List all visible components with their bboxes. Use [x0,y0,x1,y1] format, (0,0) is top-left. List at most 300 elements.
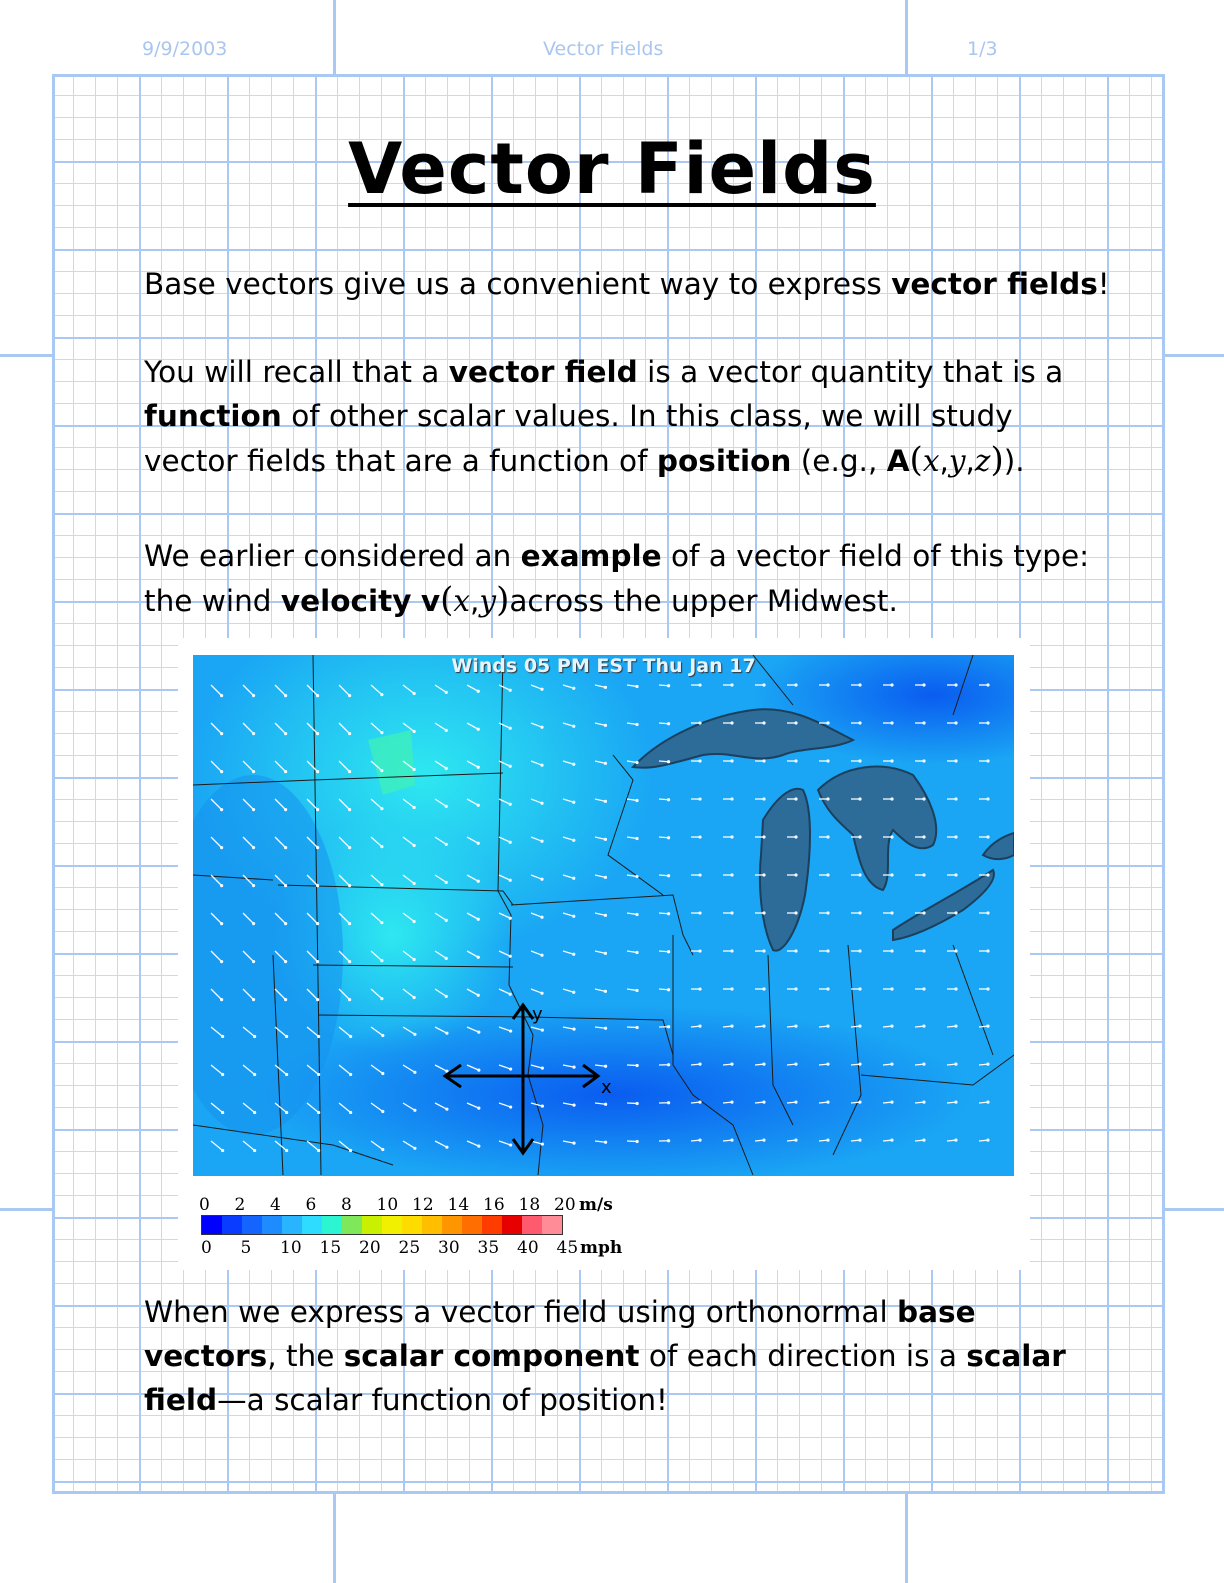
wind-arrow-head [986,987,989,990]
wind-arrow-head [986,759,989,762]
wind-arrow-head [316,770,319,773]
wind-arrow-head [954,911,957,914]
wind-arrow-head [730,873,733,876]
wind-arrow-head [890,1139,893,1142]
wind-arrow-head [381,1072,384,1075]
legend-swatch [322,1216,342,1234]
wind-arrow-head [413,920,416,923]
wind-arrow-head [986,873,989,876]
wind-arrow-head [220,846,223,849]
wind-arrow-head [540,688,543,691]
wind-arrow-head [858,1025,861,1028]
wind-arrow-head [220,998,223,1001]
wind-arrow-head [730,987,733,990]
wind-arrow-head [284,694,287,697]
wind-arrow-head [541,1028,544,1031]
wind-arrow-head [986,949,989,952]
wind-arrow-head [730,683,733,686]
wind-arrow-head [858,759,861,762]
wind-arrow-head [986,1063,989,1066]
wind-arrow-head [986,1139,989,1142]
wind-arrow-head [794,911,797,914]
wind-arrow-head [922,1139,925,1142]
wind-arrow-head [220,808,223,811]
frame-line [0,1208,52,1211]
wind-arrow-head [253,1149,256,1152]
wind-arrow-head [922,683,925,686]
legend-swatch [282,1216,302,1234]
wind-arrow-head [730,1063,733,1066]
wind-arrow-head [890,797,893,800]
wind-arrow-head [477,1068,480,1071]
wind-arrow-head [284,732,287,735]
wind-arrow-head [316,694,319,697]
legend-tick: 8 [341,1195,352,1215]
wind-arrow-head [604,724,607,727]
wind-arrow-head [604,686,607,689]
wind-map-svg [193,655,1014,1176]
wind-arrow-head [636,1140,639,1143]
wind-arrow-head [477,1106,480,1109]
legend-tick: 2 [234,1195,246,1215]
legend-swatch [522,1216,542,1234]
legend-tick: 15 [319,1238,342,1258]
wind-arrow-head [252,998,255,1001]
wind-arrow-head [954,987,957,990]
wind-arrow-head [316,960,319,963]
wind-arrow-head [509,841,512,844]
wind-arrow-head [572,915,575,918]
wind-arrow-head [509,803,512,806]
wind-arrow-head [540,764,543,767]
legend-tick: 18 [518,1195,541,1215]
wind-arrow-head [858,1063,861,1066]
wind-arrow-head [445,957,448,960]
wind-arrow-head [636,1064,639,1067]
frame-line [0,354,52,357]
wind-arrow-head [890,987,893,990]
wind-arrow-head [954,759,957,762]
wind-arrow-head [317,1149,320,1152]
wind-arrow-head [986,1025,989,1028]
wind-arrow-head [572,1104,575,1107]
wind-arrow-head [348,846,351,849]
wind-arrow-head [826,1063,829,1066]
legend-swatch [462,1216,482,1234]
wind-arrow-head [380,769,383,772]
wind-arrow-head [284,808,287,811]
wind-arrow-head [604,838,607,841]
wind-arrow-head [890,1025,893,1028]
legend-swatch [362,1216,382,1234]
wind-arrow-head [826,911,829,914]
wind-arrow-head [317,1111,320,1114]
wind-arrow-head [794,835,797,838]
wind-arrow-head [698,1101,701,1104]
wind-arrow-head [604,800,607,803]
legend-tick: 16 [483,1195,505,1215]
wind-arrow-head [794,1101,797,1104]
wind-arrow-head [762,759,765,762]
wind-arrow-head [858,873,861,876]
wind-arrow-head [380,883,383,886]
wind-arrow-head [922,1063,925,1066]
wind-arrow-head [541,1066,544,1069]
wind-arrow-head [348,884,351,887]
wind-arrow-head [221,1035,224,1038]
wind-arrow-head [220,694,223,697]
wind-arrow-head [890,721,893,724]
wind-arrow-head [284,922,287,925]
wind-arrow-head [922,759,925,762]
wind-arrow-head [794,683,797,686]
wind-arrow-head [698,911,701,914]
wind-arrow-head [922,721,925,724]
legend-tick: 45 [556,1238,579,1258]
wind-arrow-head [954,1139,957,1142]
wind-arrow-head [220,922,223,925]
legend-swatch [502,1216,522,1234]
wind-arrow-head [572,839,575,842]
wind-arrow-head [284,884,287,887]
wind-arrow-head [858,1139,861,1142]
wind-arrow-head [285,1035,288,1038]
wind-arrow-head [284,998,287,1001]
wind-arrow-head [572,725,575,728]
header-topic: Vector Fields [543,38,664,60]
wind-arrow-head [380,845,383,848]
wind-arrow-head [252,808,255,811]
wind-arrow-head [858,683,861,686]
wind-arrow-head [698,873,701,876]
wind-arrow-head [541,1104,544,1107]
wind-arrow-head [445,1032,448,1035]
wind-arrow-head [635,875,638,878]
wind-arrow-head [890,1063,893,1066]
wind-arrow-head [826,1101,829,1104]
wind-arrow-head [509,1105,512,1108]
y-axis-label: y [532,1004,543,1025]
legend-color-bar [201,1215,563,1235]
wind-arrow-head [413,1109,416,1112]
wind-arrow-head [445,1146,448,1149]
wind-arrow-head [826,987,829,990]
wind-arrow-head [252,732,255,735]
wind-arrow-head [826,721,829,724]
wind-arrow-head [253,1111,256,1114]
wind-arrow-head [954,683,957,686]
legend-swatch [422,1216,442,1234]
wind-arrow-head [922,949,925,952]
wind-arrow-head [826,1139,829,1142]
wind-arrow-head [572,801,575,804]
legend-tick: 35 [477,1238,500,1258]
wind-arrow-head [762,911,765,914]
wind-arrow-head [730,911,733,914]
wind-arrow-head [762,683,765,686]
wind-arrow-head [667,836,670,839]
wind-arrow-head [794,949,797,952]
wind-arrow-head [922,873,925,876]
legend-tick: 25 [398,1238,421,1258]
wind-arrow-head [762,721,765,724]
wind-arrow-head [572,1028,575,1031]
legend-tick: 40 [517,1238,539,1258]
wind-arrow-head [635,685,638,688]
wind-arrow-head [698,797,701,800]
wind-arrow-head [413,1033,416,1036]
wind-map [193,655,1014,1176]
wind-arrow-head [477,1030,480,1033]
wind-arrow-head [253,1035,256,1038]
wind-arrow-head [445,1108,448,1111]
wind-arrow-head [540,916,543,919]
wind-arrow-head [509,1029,512,1032]
wind-arrow-head [698,1025,701,1028]
legend-swatch [242,1216,262,1234]
wind-arrow-head [858,721,861,724]
wind-arrow-head [986,911,989,914]
wind-arrow-head [541,1142,544,1145]
wind-arrow-head [348,998,351,1001]
wind-arrow-head [477,956,480,959]
wind-arrow-head [477,728,480,731]
wind-arrow-head [794,873,797,876]
wind-arrow-head [826,759,829,762]
wind-arrow-head [858,949,861,952]
wind-arrow-head [572,687,575,690]
wind-arrow-head [349,1111,352,1114]
wind-arrow-head [413,958,416,961]
wind-arrow-head [348,960,351,963]
wind-arrow-head [572,763,575,766]
wind-arrow-head [730,1025,733,1028]
wind-arrow-head [986,721,989,724]
wind-arrow-head [413,806,416,809]
wind-arrow-head [509,955,512,958]
wind-arrow-head [635,723,638,726]
wind-arrow-head [413,996,416,999]
wind-arrow-head [954,835,957,838]
wind-arrow-head [349,1149,352,1152]
wind-arrow-head [509,1067,512,1070]
wind-arrow-head [667,1139,670,1142]
wind-arrow-head [986,797,989,800]
wind-arrow-head [477,766,480,769]
wind-arrow-head [413,844,416,847]
legend-swatch [542,1216,562,1234]
wind-arrow-head [762,797,765,800]
wind-arrow-head [349,1035,352,1038]
wind-arrow-head [604,1065,607,1068]
wind-arrow-head [858,911,861,914]
frame-line [1165,1208,1224,1211]
wind-arrow-head [762,1063,765,1066]
wind-arrow-head [509,727,512,730]
wind-arrow-head [413,692,416,695]
frame-line [905,0,908,74]
wind-arrow-head [349,1073,352,1076]
wind-arrow-head [954,721,957,724]
wind-arrow-head [572,1142,575,1145]
wind-arrow-head [604,952,607,955]
page-title: Vector Fields [348,128,876,210]
wind-arrow-head [604,762,607,765]
wind-arrow-head [445,691,448,694]
wind-arrow-head [826,835,829,838]
wind-arrow-head [221,1149,224,1152]
wind-arrow-head [667,684,670,687]
wind-arrow-head [954,949,957,952]
wind-arrow-head [890,683,893,686]
x-axis-label: x [601,1077,612,1098]
wind-arrow-head [604,876,607,879]
wind-speed-legend [193,1192,653,1262]
wind-arrow-head [922,1025,925,1028]
legend-tick: 30 [438,1238,460,1258]
wind-arrow-head [858,835,861,838]
frame-line [333,1494,336,1583]
legend-tick: 6 [305,1195,317,1215]
wind-arrow-head [730,1139,733,1142]
wind-arrow-head [890,911,893,914]
header-page: 1/3 [967,38,998,60]
wind-arrow-head [698,683,701,686]
wind-arrow-head [220,884,223,887]
wind-arrow-head [698,835,701,838]
legend-tick: 12 [412,1195,434,1215]
wind-arrow-head [380,807,383,810]
legend-tick: 10 [376,1195,399,1215]
wind-arrow-head [698,949,701,952]
wind-arrow-head [698,721,701,724]
wind-arrow-head [954,1025,957,1028]
legend-swatch [342,1216,362,1234]
wind-arrow-head [698,759,701,762]
legend-tick: 0 [201,1238,212,1258]
wind-arrow-head [509,879,512,882]
frame-line [333,0,336,74]
wind-arrow-head [604,990,607,993]
wind-arrow-head [922,797,925,800]
wind-arrow-head [667,912,670,915]
wind-arrow-head [794,1063,797,1066]
wind-arrow-head [284,770,287,773]
wind-arrow-head [477,880,480,883]
wind-arrow-head [348,732,351,735]
wind-arrow-head [220,770,223,773]
wind-arrow-head [477,994,480,997]
wind-arrow-head [413,730,416,733]
wind-arrow-head [667,874,670,877]
wind-arrow-head [635,761,638,764]
wind-arrow-head [858,797,861,800]
wind-arrow-head [826,683,829,686]
wind-arrow-head [253,1073,256,1076]
wind-arrow-head [477,1144,480,1147]
wind-arrow-head [509,689,512,692]
wind-arrow-head [252,922,255,925]
legend-ms-unit: m/s [579,1195,613,1215]
wind-arrow-head [794,797,797,800]
wind-arrow-head [445,729,448,732]
wind-arrow-head [858,1101,861,1104]
wind-arrow-head [509,765,512,768]
wind-arrow-head [667,1025,670,1028]
wind-arrow-head [284,846,287,849]
wind-arrow-head [635,989,638,992]
wind-arrow-head [221,1073,224,1076]
wind-arrow-head [636,1026,639,1029]
wind-arrow-head [826,873,829,876]
wind-arrow-head [922,911,925,914]
wind-arrow-head [220,960,223,963]
wind-arrow-head [635,799,638,802]
wind-arrow-head [477,804,480,807]
wind-arrow-head [380,731,383,734]
wind-arrow-head [667,722,670,725]
wind-arrow-head [445,767,448,770]
wind-arrow-head [730,835,733,838]
legend-swatch [442,1216,462,1234]
wind-arrow-head [730,797,733,800]
wind-arrow-head [252,694,255,697]
wind-arrow-head [922,835,925,838]
paragraph-definition: You will recall that a vector field is a vector quantity that is a function of other scalar values. In this class, we will study vector fields that are a function of position (e.g., A(x,y,z)). [144,355,1064,480]
wind-arrow-head [252,770,255,773]
wind-arrow-head [667,950,670,953]
wind-arrow-head [380,959,383,962]
wind-arrow-head [635,913,638,916]
wind-arrow-head [285,1149,288,1152]
wind-arrow-head [826,797,829,800]
wind-arrow-head [604,1141,607,1144]
frame-line [905,1494,908,1583]
legend-swatch [202,1216,222,1234]
wind-arrow-head [667,988,670,991]
wind-arrow-head [667,760,670,763]
wind-arrow-head [445,843,448,846]
wind-arrow-head [604,1027,607,1030]
wind-arrow-head [922,987,925,990]
wind-arrow-head [380,997,383,1000]
wind-arrow-head [890,759,893,762]
wind-arrow-head [381,1034,384,1037]
legend-tick: 20 [554,1195,576,1215]
wind-arrow-head [698,1139,701,1142]
wind-arrow-head [221,1111,224,1114]
wind-arrow-head [572,877,575,880]
wind-arrow-head [826,1025,829,1028]
wind-arrow-head [762,835,765,838]
wind-arrow-head [380,921,383,924]
wind-arrow-head [509,917,512,920]
wind-arrow-head [316,922,319,925]
wind-arrow-head [477,690,480,693]
wind-arrow-head [986,1101,989,1104]
wind-arrow-head [890,1101,893,1104]
wind-arrow-head [635,837,638,840]
wind-arrow-head [284,960,287,963]
wind-arrow-head [348,770,351,773]
wind-arrow-head [698,987,701,990]
wind-arrow-head [413,768,416,771]
wind-arrow-head [445,881,448,884]
wind-arrow-head [986,835,989,838]
wind-arrow-head [380,693,383,696]
wind-arrow-head [252,960,255,963]
legend-tick: 10 [280,1238,302,1258]
